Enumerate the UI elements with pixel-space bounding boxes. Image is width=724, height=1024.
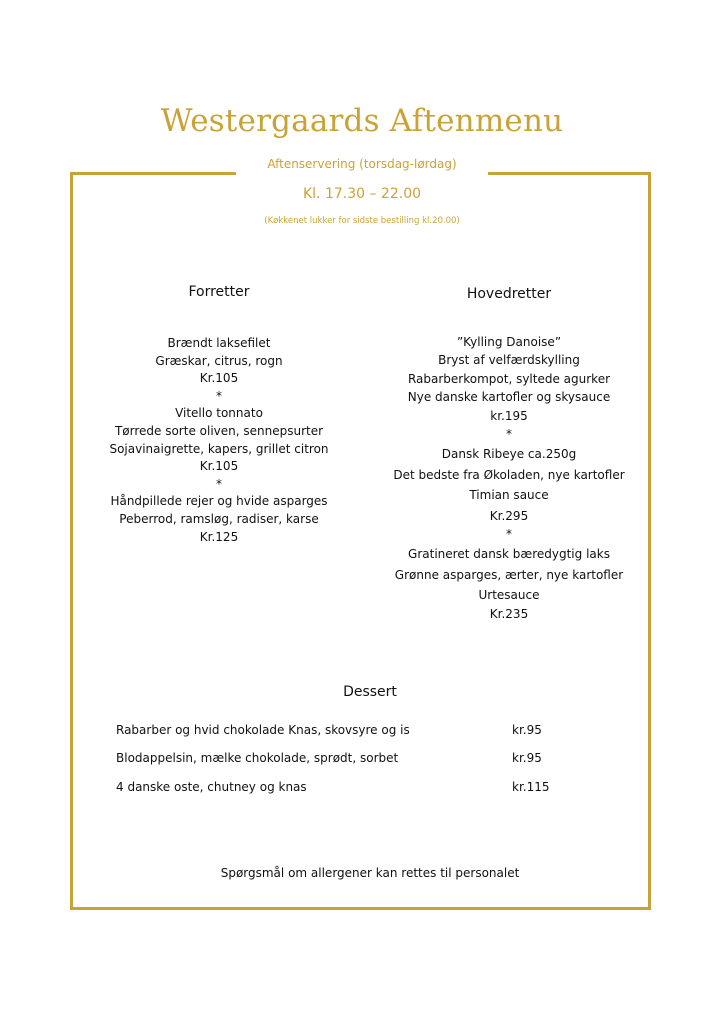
list-item: Urtesauce	[478, 588, 540, 603]
list-item: Nye danske kartofler og skysauce	[407, 390, 611, 405]
list-item: *	[216, 476, 222, 491]
opening-hours: Kl. 17.30 – 22.00	[302, 186, 422, 202]
list-item: Peberrod, ramsløg, radiser, karse	[119, 511, 319, 526]
list-item: Vitello tonnato	[175, 406, 263, 421]
list-item: Kr.295	[489, 508, 529, 523]
dessert-row	[116, 751, 576, 769]
forretter-heading: Forretter	[188, 284, 250, 300]
list-item: Håndpillede rejer og hvide asparges	[110, 494, 328, 509]
list-item: Gratineret dansk bæredygtig laks	[408, 547, 610, 562]
dessert-row	[116, 780, 576, 798]
hovedretter-heading: Hovedretter	[466, 286, 552, 302]
list-item: Kr.105	[199, 371, 239, 386]
list-item: Dansk Ribeye ca.250g	[441, 447, 577, 462]
dessert-heading: Dessert	[343, 684, 397, 700]
list-item: *	[506, 427, 512, 442]
list-item: Det bedste fra Økoladen, nye kartofler	[393, 467, 625, 482]
list-item: Græskar, citrus, rogn	[155, 353, 283, 368]
list-item: *	[216, 388, 222, 403]
list-item: Grønne asparges, ærter, nye kartofler	[394, 567, 624, 582]
dessert-price: kr.115	[512, 780, 550, 794]
dessert-name: 4 danske oste, chutney og knas	[116, 780, 307, 794]
forretter-list	[99, 335, 339, 546]
hovedretter-list	[379, 333, 639, 623]
list-item: *	[506, 527, 512, 542]
dessert-price: kr.95	[512, 723, 542, 737]
allergen-note: Spørgsmål om allergener kan rettes til personalet	[220, 866, 520, 880]
list-item: Kr.235	[489, 606, 529, 621]
list-item: kr.195	[490, 408, 528, 423]
service-days: Aftenservering (torsdag-lørdag)	[267, 157, 457, 171]
dessert-price: kr.95	[512, 751, 542, 765]
list-item: Tørrede sorte oliven, sennepsurter	[114, 423, 324, 438]
list-item: Bryst af velfærdskylling	[438, 353, 580, 368]
list-item: Sojavinaigrette, kapers, grillet citron	[109, 441, 329, 456]
list-item: Kr.125	[199, 529, 239, 544]
menu-title: Westergaards Aftenmenu	[160, 103, 564, 139]
kitchen-note: (Køkkenet lukker for sidste bestilling kl.20.00)	[264, 216, 460, 226]
dessert-row	[116, 723, 576, 741]
list-item: Timian sauce	[469, 488, 549, 503]
dessert-name: Blodappelsin, mælke chokolade, sprødt, sorbet	[116, 751, 399, 765]
list-item: ”Kylling Danoise”	[456, 335, 562, 349]
list-item: Rabarberkompot, syltede agurker	[407, 371, 611, 386]
dessert-name: Rabarber og hvid chokolade Knas, skovsyre og is	[116, 723, 410, 737]
list-item: Kr.105	[199, 459, 239, 474]
list-item: Brændt laksefilet	[167, 336, 271, 350]
